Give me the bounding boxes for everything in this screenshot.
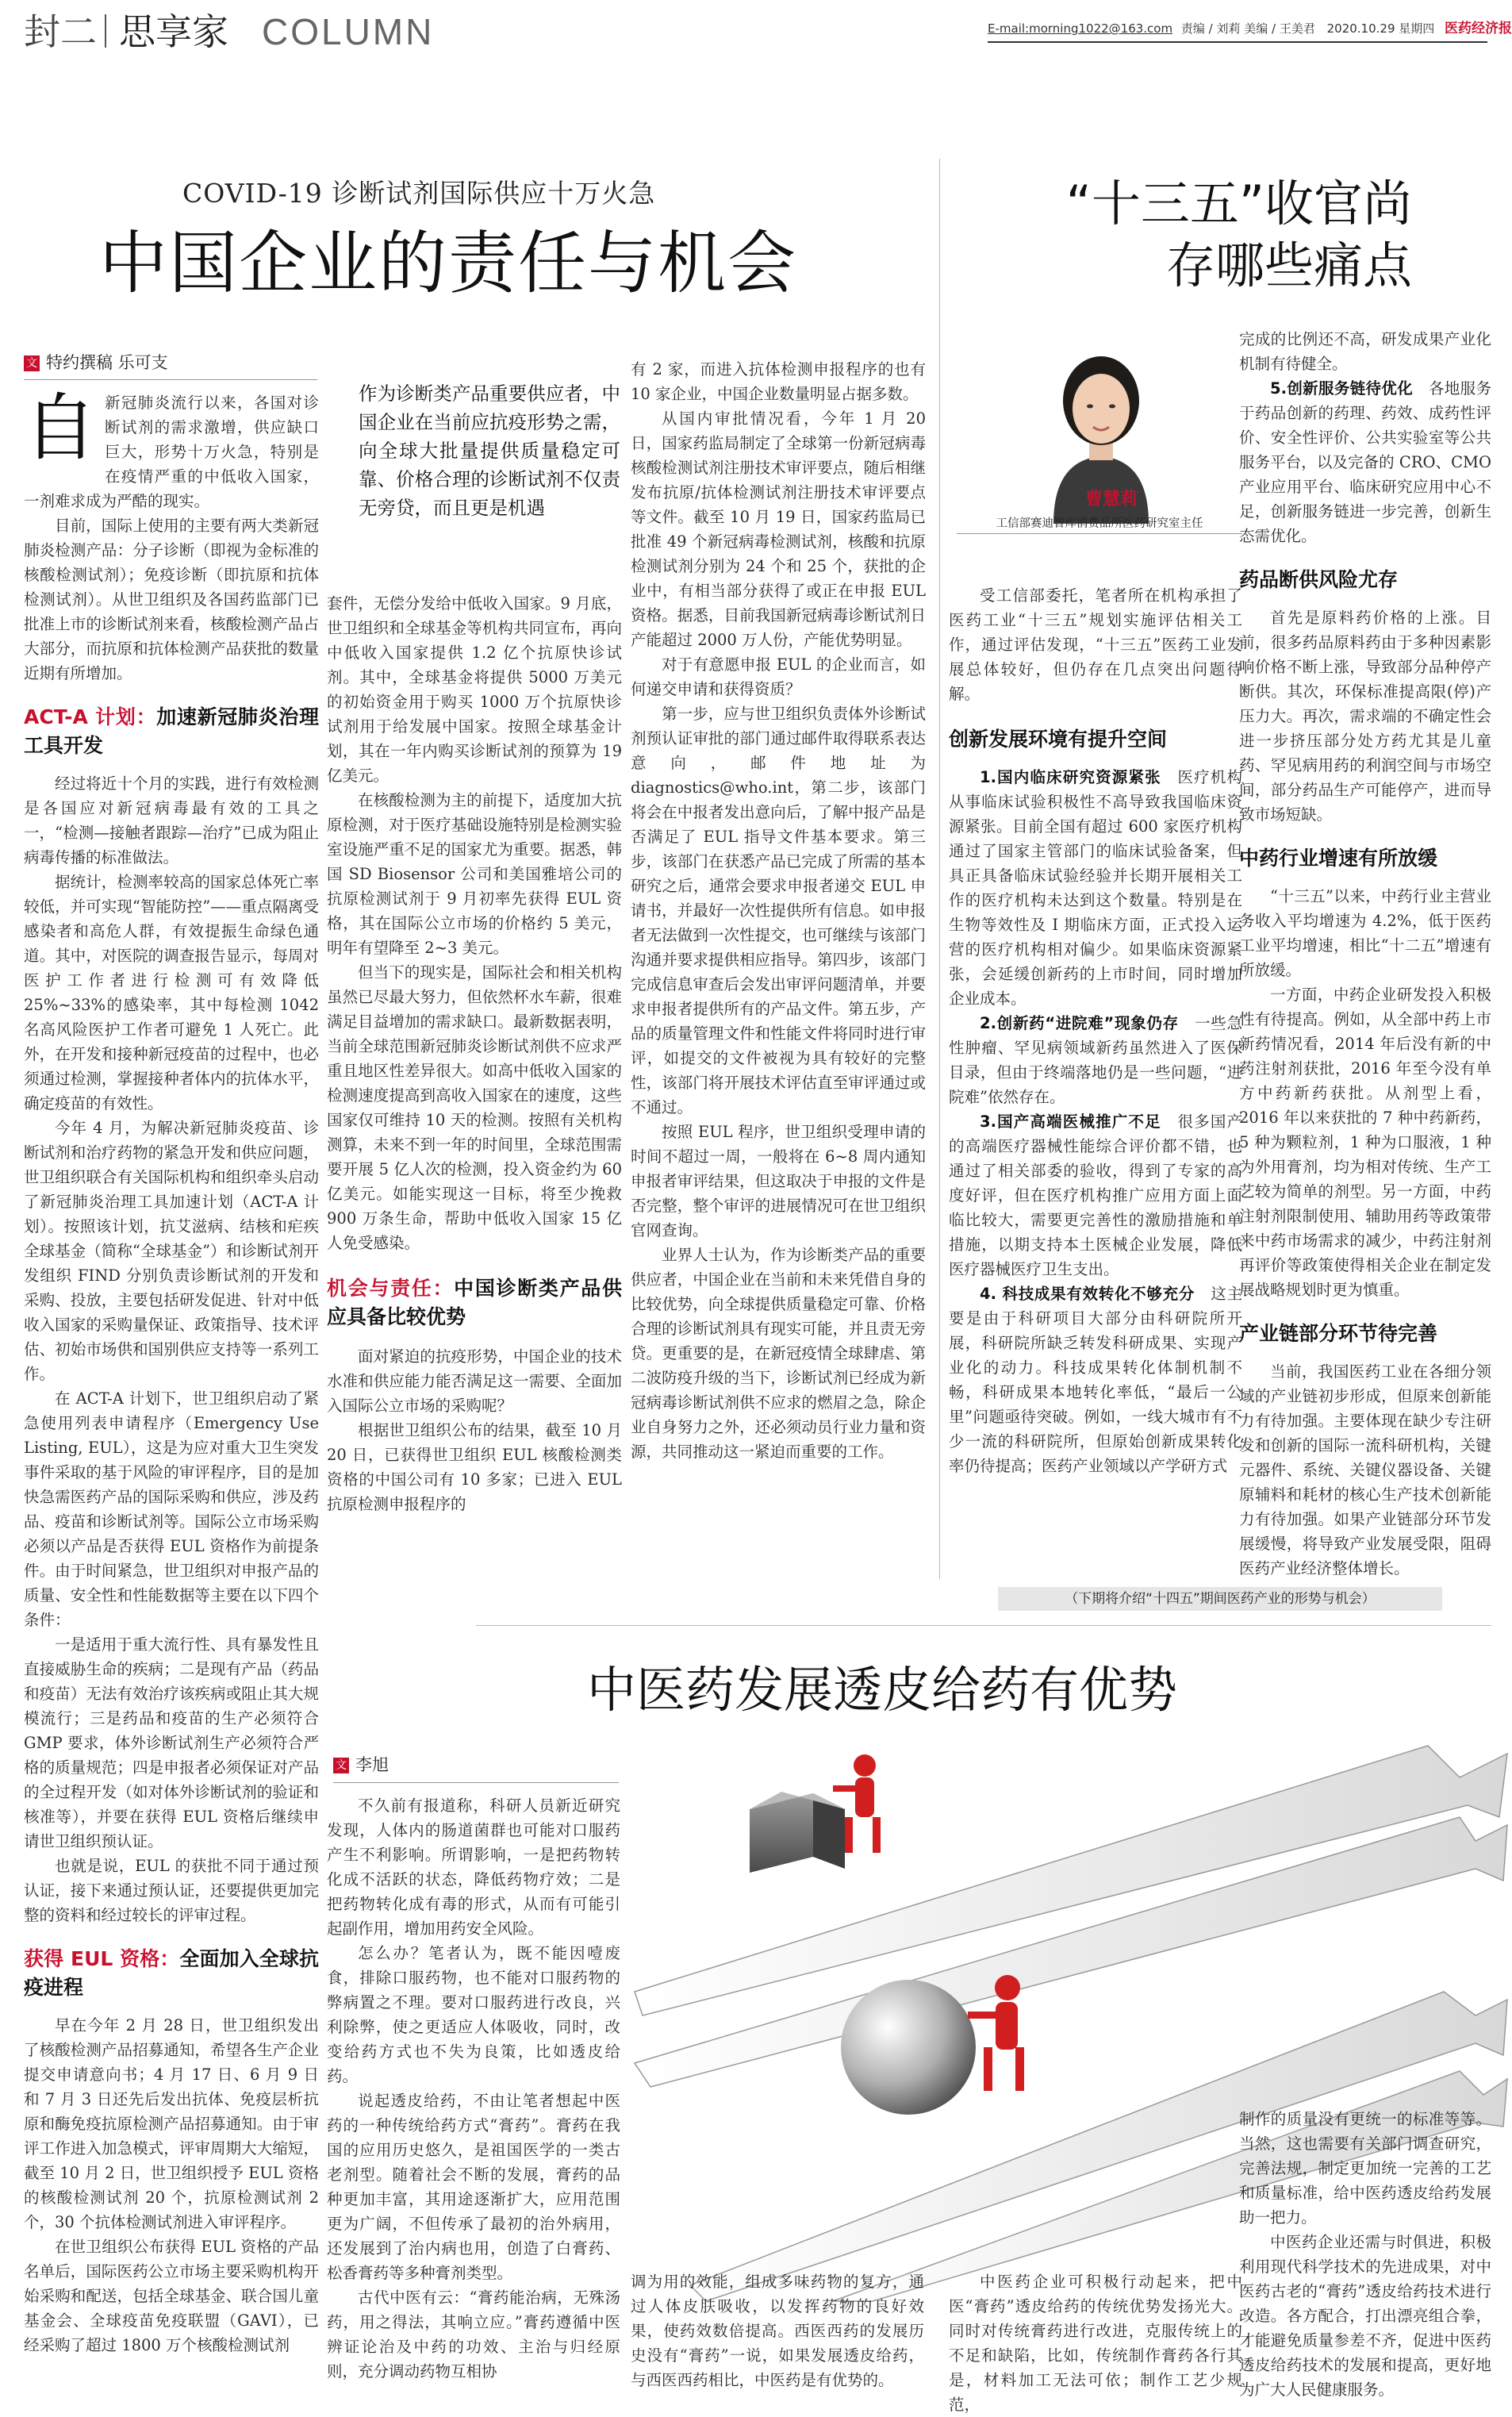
subheading-tcm-growth: 中药行业增速有所放缓 bbox=[1239, 847, 1438, 870]
byline-text: 特约撰稿 乐可支 bbox=[46, 353, 168, 372]
editors-credit: 责编 / 刘莉 美编 / 王美君 bbox=[1180, 21, 1315, 36]
item-text: 医疗机构从事临床试验积极性不高导致我国临床资源紧张。目前全国有超过 600 家医疗机构通过了国家主管部门的临床试验备案，但具正具备临床试验经验并长期开展相关工作的医疗机构未达到这个数量。特别是在生物等效性及 I 期临床方面，正式投入运营的医疗机构相对偏少。如果临床资源紧张，会延缓创新药的上市时间，同时增加企业成本。 bbox=[949, 768, 1242, 1008]
article-3-byline bbox=[333, 1754, 389, 1776]
cube-object bbox=[750, 1792, 845, 1873]
item-text: 这主要是由于科研项目大部分由科研院所开展，科研院所缺乏转发科研成果、实现产业化的动力。科技成果转化体制机制不畅，科研成果本地转化率低，“最后一公里”问题亟待突破。例如，一线大城市有不少一流的科研院所，但原始创新成果转化率仍待提高；医药产业领域以产学研方式 bbox=[949, 1285, 1242, 1475]
paragraph: 按照 EUL 程序，世卫组织受理申请的时间不超过一周，一般将在 6~8 周内通知申报者审评结果，但这取决于申报的文件是否完整，整个审评的进展情况可在世卫组织官网查询。 bbox=[631, 1123, 926, 1239]
article-2-title: “十三五”收官尚存哪些痛点 bbox=[1065, 175, 1412, 294]
header-divider bbox=[105, 14, 106, 48]
paragraph: 一是适用于重大流行性、具有暴发性且直接威胁生命的疾病；二是现有产品（药品和疫苗）无法有效治疗该疾病或阻止其大规模流行；三是药品和疫苗的生产必须符合 GMP 要求，体外诊断试剂生产必须符合严格的质量规范；四是申报者必须保证对产品的全过程开发（如对体外诊断试剂的验证和核准等），并要在获得 EUL 资格后继续申请世卫组织预认证。 bbox=[24, 1635, 319, 1850]
section-title-en: COLUMN bbox=[262, 11, 435, 52]
header-meta bbox=[988, 21, 1512, 37]
paragraph: 据统计，检测率较高的国家总体死亡率较低，并可实现“智能防控”——重点隔离受感染者和高危人群，有效提振生命绿色通道。其中，对医院的调查报告显示，每周对医护工作者进行检测可有效降低 25%~33%的感染率，其中每检测 1042 名高风险医护工作者可避免 1 人死亡。此外，在开发和接种新冠疫苗的过程中，也必须通过检测，掌握接种者体内的抗体水平，确定疫苗的有效性。 bbox=[24, 873, 319, 1112]
subheading-supply-risk: 药品断供风险尤存 bbox=[1239, 568, 1399, 591]
header-rule bbox=[988, 41, 1487, 43]
paragraph bbox=[949, 1282, 1242, 1478]
article-icon: 文 bbox=[24, 355, 40, 371]
paragraph: 早在今年 2 月 28 日，世卫组织发出了核酸检测产品招募通知，希望各生产企业提交申请意向书；4 月 17 日、6 月 9 日和 7 月 3 日还先后发出抗体、免疫层析抗原和酶免疫抗原检测产品招募通知。由于审评工作进入加急模式，评审周期大大缩短，截至 10 月 2 日，世卫组织授予 EUL 资格的核酸检测试剂 20 个，抗原检测试剂 2 个，30 个抗体检测试剂进入审评程序。 bbox=[24, 2016, 319, 2231]
byline-rule bbox=[24, 379, 317, 380]
paragraph: 面对紧迫的抗疫形势，中国企业的技术水准和供应能力能否满足这一需要、全面加入国际公立市场的采购呢？ bbox=[327, 1347, 622, 1415]
paragraph: 有 2 家，而进入抗体检测申报程序的也有 10 家企业，中国企业数量明显占据多数。 bbox=[631, 360, 926, 403]
subheading-innovation: 创新发展环境有提升空间 bbox=[949, 728, 1168, 751]
issue-date: 2020.10.29 星期四 bbox=[1326, 21, 1435, 36]
item-text: 一些急性肿瘤、罕见病领域新药虽然进入了医保目录，但由于终端落地仍是一些问题，“进院难”依然存在。 bbox=[949, 1014, 1242, 1106]
paragraph: 在世卫组织公布获得 EUL 资格的产品名单后，国际医药公立市场主要采购机构开始采购和配送，包括全球基金、联合国儿童基金会、全球疫苗免疫联盟（GAVI），已经采购了超过 1800 万个核酸检测试剂 bbox=[24, 2238, 319, 2354]
section-title: 思享家 bbox=[119, 10, 228, 53]
paragraph: 受工信部委托，笔者所在机构承担了医药工业“十三五”规划实施评估相关工作，通过评估发现，“十三五”医药工业发展总体较好，但仍存在几点突出问题待解。 bbox=[949, 586, 1242, 703]
item-lead: 5.创新服务链待优化 bbox=[1270, 379, 1414, 398]
item-text: 很多国产的高端医疗器械性能综合评价都不错，也通过了相关部委的验收，得到了专家的高度好评，但在医疗机构推广应用方面上面临比较大，需要更完善性的激励措施和单措施，以期支持本土医械企业发展，降低医疗器械医疗卫生支出。 bbox=[949, 1112, 1242, 1278]
page-label: 封二 bbox=[24, 10, 97, 53]
article-3-col-2 bbox=[631, 2269, 924, 2396]
paragraph: 对于有意愿申报 EUL 的企业而言，如何递交申请和获得资质？ bbox=[631, 655, 926, 698]
subheading-lead: 机会与责任： bbox=[327, 1277, 455, 1300]
paragraph: 首先是原料药价格的上涨。目前，很多药品原料药由于多种因素影响价格不断上涨，导致部分品种停产断供。其次，环保标准提高限(停)产压力大。再次，需求端的不确定性会进一步挤压部分处方药尤其是儿童药、罕见病用药的利润空间与市场空间，部分药品生产可能停产，进而导致市场短缺。 bbox=[1239, 609, 1491, 824]
item-text: 各地服务于药品创新的药理、药效、成药性评价、安全性评价、公共实验室等公共服务平台，以及完备的 CRO、CMO 产业应用平台、临床研究应用中心不足，创新服务链进一步完善，创新生态需优化。 bbox=[1239, 379, 1491, 545]
article-1-col-3 bbox=[631, 357, 926, 1666]
paragraph: 从国内审批情况看，今年 1 月 20 日，国家药监局制定了全球第一份新冠病毒核酸检测试剂注册技术审评要点，随后相继发布抗原/抗体检测试剂注册技术审评要点等文件。截至 10 月 19 日，国家药监局已批准 49 个新冠病毒检测试剂，核酸和抗原检测试剂分别为 24 个和 25 个，获批的企业中，有相当部分获得了或正在申报 EUL 资格。据悉，目前我国新冠病毒诊断试剂日产能超过 2000 万人份，产能优势明显。 bbox=[631, 409, 926, 649]
lead-paragraph bbox=[24, 386, 319, 513]
article-1-title: 中国企业的责任与机会 bbox=[99, 224, 797, 303]
paragraph bbox=[949, 1109, 1242, 1282]
paragraph: 第一步，应与世卫组织负责体外诊断试剂预认证审批的部门通过邮件取得联系表达意向，邮件地址为 diagnostics@who.int，第二步，该部门将会在中报者发出意向后，了解中报产品是否满足了 EUL 指导文件基本要求。第三步，该部门在获悉产品已完成了所需的基本研究之后，通常会要求申报者递交 EUL 申请书，并最好一次性提供所有信息。如申报者无法做到一次性提交，也可继续与该部门沟通并要求提供相应指导。第四步，该部门完成信息审查后会发出审评问题清单，并要求申报者提供所有的产品文件。第五步，产品的质量管理文件和性能文件将同时进行审评，如提交的文件被视为具有较好的完整性，该部门将开展技术评估直至审评通过或不通过。 bbox=[631, 705, 926, 1116]
item-lead: 3.国产高端医械推广不足 bbox=[980, 1112, 1161, 1131]
masthead-logo: 医药经济报 bbox=[1445, 21, 1512, 37]
byline-rule bbox=[333, 1782, 619, 1783]
subheading-rest: 加速新冠肺炎治理工具开发 bbox=[24, 705, 319, 757]
article-2-col-2 bbox=[1239, 327, 1491, 1597]
subheading-supply-chain: 产业链部分环节待完善 bbox=[1239, 1322, 1438, 1345]
paragraph: 完成的比例还不高，研发成果产业化机制有待健全。 bbox=[1239, 330, 1491, 373]
lead-text: 新冠肺炎流行以来，各国对诊断试剂的需求激增，供应缺口巨大，形势十万火急，特别是在疫情严重的中低收入国家，一剂难求成为严酷的现实。 bbox=[24, 394, 319, 510]
paragraph: 在核酸检测为主的前提下，适度加大抗原检测，对于医疗基础设施特别是检测实验室设施严重不足的国家尤为重要。据悉，韩国 SD Biosensor 公司和美国雅培公司的抗原检测试剂于 9 月初率先获得 EUL 资格，其在国际公立市场的价格约 5 美元，明年有望降至 2~3 美元。 bbox=[327, 791, 622, 957]
column-separator bbox=[939, 159, 940, 1579]
article-1-col-2 bbox=[327, 591, 622, 1623]
article-icon: 文 bbox=[333, 1758, 349, 1773]
article-1-byline bbox=[24, 352, 168, 374]
paragraph: 怎么办？笔者认为，既不能因噎废食，排除口服药物，也不能对口服药物的弊病置之不理。要对口服药进行改良，兴利除弊，使之更适应人体吸收，同时，改变给药方式也不失为良策，比如透皮给药。 bbox=[327, 1944, 620, 2085]
article-1-kicker: COVID-19 诊断试剂国际供应十万火急 bbox=[182, 178, 656, 209]
subheading-lead: 获得 EUL 资格： bbox=[24, 1947, 180, 1970]
article-3-col-3 bbox=[949, 2269, 1242, 2414]
paragraph: 古代中医有云：“膏药能治病，无殊汤药，用之得法，其响立应。”膏药遵循中医辨证论治及中药的功效、主治与归经原则，充分调动药物互相协 bbox=[327, 2288, 620, 2380]
paragraph bbox=[1239, 376, 1491, 548]
paragraph: 制作的质量没有更统一的标准等等。当然，这也需要有关部门调查研究，完善法规，制定更加统一完善的工艺和质量标准，给中医药透皮给药发展助一把力。 bbox=[1239, 2110, 1491, 2227]
paragraph bbox=[949, 765, 1242, 1011]
paragraph: 中医药企业还需与时俱进，积极利用现代科学技术的先进成果，对中医药古老的“膏药”透皮给药技术进行改造。各方配合，打出漂亮组合拳，才能避免质量参差不齐，促进中医药透皮给药技术的发展和提高，更好地为广大人民健康服务。 bbox=[1239, 2233, 1491, 2399]
sphere-object bbox=[841, 1980, 976, 2115]
paragraph: 业界人士认为，作为诊断类产品的重要供应者，中国企业在当前和未来凭借自身的比较优势，向全球提供质量稳定可靠、价格合理的诊断试剂具有现实可能，并且责无旁贷。更重要的是，在新冠疫情全球肆虐、第二波防疫升级的当下，诊断试剂已经成为新冠病毒诊断试剂供不应求的燃眉之急，除企业自身努力之外，还必须动员行业力量和资源，共同推动这一紧迫而重要的工作。 bbox=[631, 1246, 926, 1461]
subheading-rest: 全面加入全球抗疫进程 bbox=[24, 1947, 319, 1999]
paragraph: 今年 4 月，为解决新冠肺炎疫苗、诊断试剂和治疗药物的紧急开发和供应问题，世卫组织联合有关国际机构和组织牵头启动了新冠肺炎治理工具加速计划（ACT-A 计划）。按照该计划，抗艾滋病、结核和疟疾全球基金（简称“全球基金”）和诊断试剂开发组织 FIND 分别负责诊断试剂的开发和采购、投放，主要包括研发促进、针对中低收入国家的采购量保证、政策指导、技术评估、初始市场供和国别供应支持等一系列工作。 bbox=[24, 1119, 319, 1383]
paragraph: “十三五”以来，中药行业主营业务收入平均增速为 4.2%，低于医药工业平均增速，相比“十二五”增速有所放缓。 bbox=[1239, 887, 1491, 979]
item-lead: 2.创新药“进院难”现象仍存 bbox=[980, 1014, 1179, 1032]
paragraph: 目前，国际上使用的主要有两大类新冠肺炎检测产品：分子诊断（即视为金标准的核酸检测试剂）；免疫诊断（即抗原和抗体检测试剂）。从世卫组织及各国药监部门已批准上市的诊断试剂来看，核酸检测产品占大部分，而抗原和抗体检测产品获批的数量近期有所增加。 bbox=[24, 517, 319, 682]
pullquote: 作为诊断类产品重要供应者，中国企业在当前应抗疫形势之需，向全球大批量提供质量稳定可靠、价格合理的诊断试剂不仅责无旁贷，而且更是机遇 bbox=[359, 382, 620, 519]
paragraph: 根据世卫组织公布的结果，截至 10 月 20 日，已获得世卫组织 EUL 核酸检测类资格的中国公司有 10 多家；已进入 EUL 抗原检测申报程序的 bbox=[327, 1421, 622, 1513]
paragraph: 当前，我国医药工业在各细分领域的产业链初步形成，但原来创新能力有待加强。主要体现在缺少专注研发和创新的国际一流科研机构，关键元器件、系统、关键仪器设备、关键原辅料和耗材的核心生产技术创新能力有待加强。如果产业链部分环节发展缓慢，将导致产业发展受限，阻碍医药产业经济整体增长。 bbox=[1239, 1362, 1491, 1577]
paragraph: 调为用的效能，组成多味药物的复方，通过人体皮肤吸收，以发挥药物的良好效果，使药效数倍提高。西医西药的发展历史没有“膏药”一说，如果发展透皮给药，与西医西药相比，中医药是有优势的。 bbox=[631, 2273, 924, 2389]
paragraph: 在 ACT-A 计划下，世卫组织启动了紧急使用列表申请程序（Emergency Use Listing, EUL），这是为应对重大卫生突发事件采取的基于风险的审评程序，目的是加快急需医药产品的国际采购和供应，涉及药品、疫苗和诊断试剂等。国际公立市场采购必须以产品是否获得 EUL 资格作为前提条件。由于时间紧急，世卫组织对申报产品的质量、安全性和性能数据等主要在以下四个条件： bbox=[24, 1389, 319, 1629]
item-lead: 1.国内临床研究资源紧张 bbox=[980, 768, 1161, 786]
article-1-col-1 bbox=[24, 386, 319, 2390]
article-3-col-1 bbox=[327, 1793, 620, 2396]
subheading-eul bbox=[24, 1945, 319, 2002]
paragraph: 一方面，中药企业研发投入积极性有待提高。例如，从全部中药上市新药情况看，2014 年后没有新的中药注射剂获批，2016 年至今没有单方中药新药获批。从剂型上看，2016 年以来获批的 7 种中药新药，5 种为颗粒剂，1 种为口服液，1 种为外用膏剂，均为相对传统、生产工艺较为简单的剂型。另一方面，中药注射剂限制使用、辅助用药等政策带来中药市场需求的减少，中药注射剂再评价等政策使得相关企业在制定发展战略规划时更为慎重。 bbox=[1239, 986, 1491, 1299]
next-issue-note: （下期将介绍“十四五”期间医药产业的形势与机会） bbox=[998, 1587, 1442, 1611]
byline-text: 李旭 bbox=[355, 1755, 389, 1774]
paragraph: 经过将近十个月的实践，进行有效检测是各国应对新冠病毒最有效的工具之一，“检测—接触者跟踪—治疗”已成为阻止病毒传播的标准做法。 bbox=[24, 774, 319, 867]
paragraph: 说起透皮给药，不由让笔者想起中医药的一种传统给药方式“膏药”。膏药在我国的应用历史悠久，是祖国医学的一类古老剂型。随着社会不断的发展，膏药的品种更加丰富，其用途逐渐扩大，应用范围更为广阔，不但传承了最初的治外病用，还发展到了治内病也用，创造了白膏药、松香膏药等多种膏剂类型。 bbox=[327, 2092, 620, 2282]
contact-email: E-mail:morning1022@163.com bbox=[988, 21, 1173, 36]
article-3-title: 中医药发展透皮给药有优势 bbox=[587, 1661, 1178, 1719]
paragraph bbox=[949, 1011, 1242, 1109]
subheading-rest: 中国诊断类产品供应具备比较优势 bbox=[327, 1277, 622, 1328]
subheading-opportunity bbox=[327, 1274, 622, 1331]
paragraph: 但当下的现实是，国际社会和相关机构虽然已尽最大努力，但依然杯水车薪，很难满足目益增加的需求缺口。最新数据表明，当前全球范围新冠肺炎诊断试剂供不应求严重且地区性差异很大。如高中低收入国家的检测速度提高到高收入国家在的速度，这些国家仅可维持 10 天的检测。按照有关机构测算，未来不到一年的时间里，全球范围需要开展 5 亿人次的检测，投入资金约为 60 亿美元。如能实现这一目标，将至少挽救 900 万条生命，帮助中低收入国家 15 亿人免受感染。 bbox=[327, 963, 622, 1252]
article-3-col-4 bbox=[1239, 2107, 1491, 2399]
section-rule bbox=[476, 1625, 1491, 1626]
drop-cap: 自 bbox=[24, 386, 98, 471]
paragraph: 中医药企业可积极行动起来，把中医“膏药”透皮给药的传统优势发扬光大。同时对传统膏药进行改进，克服传统上的不足和缺陷，比如，传统制作膏药各行其是，材料加工无法可依；制作工艺少规范， bbox=[949, 2273, 1242, 2414]
subheading-lead: ACT-A 计划： bbox=[24, 705, 157, 728]
paragraph: 不久前有报道称，科研人员新近研究发现，人体内的肠道菌群也可能对口服药产生不利影响。所谓影响，一是把药物转化成不活跃的状态，降低药物疗效；二是把药物转化成有毒的形式，从而有可能引起副作用，增加用药安全风险。 bbox=[327, 1796, 620, 1938]
item-lead: 4. 科技成果有效转化不够充分 bbox=[980, 1285, 1195, 1303]
author-title: 工信部赛迪智库消费品所医药研究室主任 bbox=[996, 517, 1203, 530]
paragraph: 套件，无偿分发给中低收入国家。9 月底，世卫组织和全球基金等机构共同宣布，再向中低收入国家提供 1.2 亿个抗原快诊试剂。其中，全球基金将提供 5000 万美元的初始资金用于购买 1000 万个抗原快诊试剂用于给发展中国家。按照全球基金计划，其在一年内购买诊断试剂的预算为 19 亿美元。 bbox=[327, 594, 622, 785]
author-rule bbox=[957, 533, 1242, 534]
subheading-act-a bbox=[24, 703, 319, 760]
paragraph: 也就是说，EUL 的获批不同于通过预认证，接下来通过预认证，还要提供更加完整的资料和经过较长的评审过程。 bbox=[24, 1857, 319, 1924]
article-2-col-1 bbox=[949, 583, 1242, 1591]
author-name: 曹慧莉 bbox=[1085, 489, 1138, 509]
page-header bbox=[0, 0, 1511, 63]
